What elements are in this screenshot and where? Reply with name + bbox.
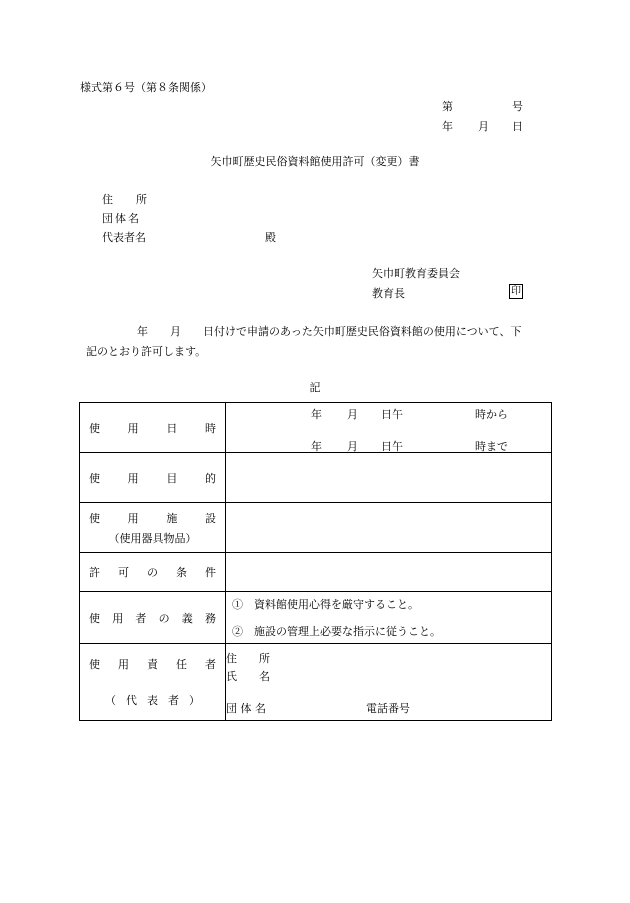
responsible-name-label: 氏 名 <box>226 670 270 683</box>
purpose-label-cell <box>80 453 226 503</box>
responsible-value-cell <box>226 644 552 721</box>
label-char: 義 <box>181 611 193 625</box>
datetime-label-cell <box>80 403 226 453</box>
label-char: 者 <box>135 611 147 625</box>
label-char: 用 <box>127 471 139 485</box>
datetime-to-month: 月 <box>347 440 358 453</box>
datetime-from-day: 日午 <box>381 408 403 421</box>
responsible-group-label: 団 体 名 <box>226 702 266 715</box>
label-char: 使 <box>89 471 100 485</box>
conditions-value-cell <box>226 553 552 592</box>
label-char: 時 <box>204 421 216 435</box>
label-char: ） <box>189 694 200 707</box>
permit-details-table <box>79 402 552 721</box>
label-char: 用 <box>127 511 139 525</box>
datetime-to-suffix: 時まで <box>475 440 508 453</box>
facility-sub-label: （使用器具物品） <box>108 531 197 545</box>
datetime-from-month: 月 <box>347 408 358 421</box>
label-char: 用 <box>118 658 129 671</box>
table-row-conditions <box>80 553 552 592</box>
table-row-purpose <box>80 453 552 503</box>
ki-heading: 記 <box>309 381 321 394</box>
duties-value-cell <box>226 592 552 644</box>
label-char: 件 <box>205 566 216 579</box>
label-char: 日 <box>166 421 178 435</box>
document-number-prefix: 第 <box>442 100 453 113</box>
duties-label-cell <box>80 592 226 644</box>
responsible-phone-label: 電話番号 <box>366 702 410 715</box>
label-char: 用 <box>112 611 124 625</box>
label-char: 務 <box>204 611 216 625</box>
issue-date-day: 日 <box>512 120 523 133</box>
conditions-label-cell <box>80 553 226 592</box>
label-char: 表 <box>147 694 158 707</box>
datetime-value-cell <box>226 403 552 453</box>
seal-stamp: 印 <box>511 286 521 297</box>
table-row-responsible <box>80 644 552 721</box>
datetime-from-year: 年 <box>311 408 322 421</box>
facility-value-cell <box>226 503 552 553</box>
form-number: 様式第６号（第８条関係） <box>80 81 212 94</box>
table-row-facility <box>80 503 552 553</box>
recipient-honorific: 殿 <box>265 231 276 244</box>
responsible-address-label: 住 所 <box>226 652 270 665</box>
label-char: 者 <box>168 694 179 707</box>
label-char: 可 <box>118 566 129 579</box>
label-char: 条 <box>176 566 187 579</box>
recipient-address-label-b: 所 <box>136 193 147 206</box>
duty-item-2: ② 施設の管理上必要な指示に従うこと。 <box>232 624 441 638</box>
datetime-to-line <box>226 435 551 451</box>
recipient-address-label-a: 住 <box>102 193 113 206</box>
label-char: 用 <box>127 421 139 435</box>
label-char: 使 <box>89 511 100 525</box>
recipient-group-label: 団体名 <box>102 212 141 225</box>
issue-date-month: 月 <box>478 120 489 133</box>
document-number-suffix: 号 <box>512 100 523 113</box>
label-char: 設 <box>204 511 216 525</box>
issuer-organization: 矢巾町教育委員会 <box>372 267 460 280</box>
label-char: （ <box>105 694 116 707</box>
facility-label-cell <box>80 503 226 553</box>
table-row-duties <box>80 592 552 644</box>
label-char: の <box>158 611 170 625</box>
responsible-label-cell <box>80 644 226 721</box>
label-char: 使 <box>89 421 100 435</box>
body-text-line-2: 記のとおり許可します。 <box>86 345 207 358</box>
label-char: の <box>147 566 158 579</box>
label-char: 責 <box>147 658 158 671</box>
label-char: 任 <box>176 658 187 671</box>
label-char: 目 <box>166 471 178 485</box>
datetime-from-suffix: 時から <box>475 408 508 421</box>
label-char: 施 <box>166 511 178 525</box>
issue-date-year: 年 <box>442 120 453 133</box>
datetime-from-line <box>226 403 551 419</box>
duty-item-1: ① 資料館使用心得を厳守すること。 <box>232 597 419 611</box>
label-char: 使 <box>89 658 100 671</box>
label-char: 代 <box>126 694 137 707</box>
document-title: 矢巾町歴史民俗資料館使用許可（変更）書 <box>210 155 420 168</box>
purpose-value-cell <box>226 453 552 503</box>
datetime-to-year: 年 <box>311 440 322 453</box>
issuer-title: 教育長 <box>372 287 405 300</box>
label-char: 使 <box>89 611 100 625</box>
datetime-to-day: 日午 <box>381 440 403 453</box>
label-char: 者 <box>205 658 216 671</box>
recipient-representative-label: 代表者名 <box>102 231 146 244</box>
table-row-datetime <box>80 403 552 453</box>
label-char: 的 <box>204 471 216 485</box>
label-char: 許 <box>89 566 100 579</box>
body-text-line-1: 年 月 日付けで申請のあった矢巾町歴史民俗資料館の使用について、下 <box>137 325 522 338</box>
